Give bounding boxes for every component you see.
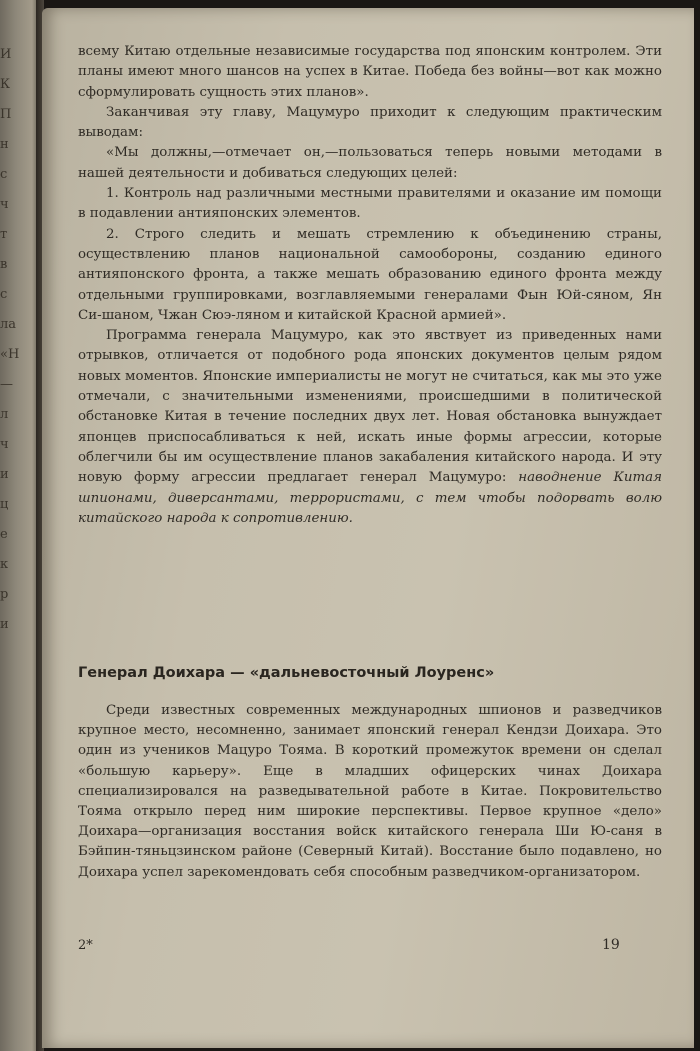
body-text-top bbox=[78, 42, 662, 529]
body-text-bottom bbox=[78, 701, 662, 883]
book-page bbox=[42, 8, 694, 1048]
left-page-edge-fragment: ч bbox=[0, 197, 9, 212]
paragraph-point-2: 2. Строго следить и мешать стремлению к объединению страны, осуществлению планов национальной самообороны, созданию единого антияпонского фронта, а также мешать образованию единого фронта между отдельными группировками, возглавляемыми генералами Фын Юй-сяном, Ян Си-шаном, Чжан Сюэ-ляном и китайской Красной армией». bbox=[78, 226, 662, 323]
left-page-edge-fragment: с bbox=[0, 287, 8, 302]
paragraph-quote-intro: «Мы должны,—отмечает он,—пользоваться теперь новыми методами в нашей деятельности и добиваться следующих целей: bbox=[78, 145, 662, 181]
paragraph-program-italic: наводнение Китая шпионами, диверсантами, террористами, с тем чтобы подорвать волю китайского народа к сопротивлению. bbox=[78, 470, 662, 526]
left-page-edge-fragment: е bbox=[0, 527, 8, 542]
left-page-edge-fragment: в bbox=[0, 257, 8, 272]
left-page-edge-fragment: р bbox=[0, 587, 9, 602]
left-page-edge-fragment: н bbox=[0, 137, 9, 152]
paragraph-point-1: 1. Контроль над различными местными правителями и оказание им помощи в подавлении антияпонских элементов. bbox=[78, 186, 662, 222]
left-page-edge-fragment: к bbox=[0, 557, 9, 572]
left-page-edge-fragment: И bbox=[0, 47, 12, 62]
left-page-edge-fragment: л bbox=[0, 407, 9, 422]
left-page-edge bbox=[0, 0, 40, 1051]
left-page-edge-fragment: П bbox=[0, 107, 12, 122]
left-page-edge-fragment: и bbox=[0, 617, 9, 632]
left-page-edge-text bbox=[0, 40, 30, 640]
left-page-edge-fragment: ц bbox=[0, 497, 9, 512]
left-page-edge-fragment: т bbox=[0, 227, 8, 242]
left-page-edge-fragment: — bbox=[0, 377, 13, 392]
printer-signature-mark: 2* bbox=[78, 938, 93, 953]
paragraph-doihara: Среди известных современных международных шпионов и разведчиков крупное место, несомненно, занимает японский генерал Кендзи Доихара. Это один из учеников Мацуро Тояма. В короткий промежуток времени он сделал «большую карьеру». Еще в младших офицерских чинах Доихара специализировался на разведывательной работе в Китае. Покровительство Тояма открыло перед ним широкие перспективы. Первое крупное «дело» Доихара—организация восстания войск китайского генерала Ши Ю-саня в Бэйпин-тяньцзинском районе (Северный Китай). Восстание было подавлено, но Доихара успел зарекомендовать себя способным разведчиком-организатором. bbox=[78, 703, 662, 880]
left-page-edge-fragment: К bbox=[0, 77, 11, 92]
left-page-edge-fragment: с bbox=[0, 167, 8, 182]
paragraph-program bbox=[78, 326, 662, 529]
paragraph-conclusion-intro: Заканчивая эту главу, Мацумуро приходит к следующим практическим выводам: bbox=[78, 104, 662, 141]
left-page-edge-fragment: ла bbox=[0, 317, 17, 332]
paragraph-program-text: Программа генерала Мацумуро, как это явствует из приведенных нами отрывков, отличается от подобного рода японских документов целым рядом новых моментов. Японские империалисты не могут не считаться, как мы это уже отмечали, с значительными изменениями, происшедшими в политической обстановке Китая в течение последних двух лет. Новая обстановка вынуждает японцев приспосабливаться к ней, искать иные формы агрессии, которые облегчили бы им осуществление планов закабаления китайского народа. И эту новую форму агрессии предлагает генерал Мацумуро: bbox=[78, 328, 662, 486]
left-page-edge-fragment: «Н bbox=[0, 347, 20, 362]
left-page-edge-fragment: и bbox=[0, 467, 9, 482]
paragraph-continuation: всему Китаю отдельные независимые государства под японским контролем. Эти планы имеют много шансов на успех в Китае. Победа без войны—вот как можно сформулировать сущность этих планов». bbox=[78, 44, 662, 100]
page-number: 19 bbox=[602, 937, 620, 953]
left-page-edge-fragment: ч bbox=[0, 437, 9, 452]
section-heading: Генерал Доихара — «дальневосточный Лоуренс» bbox=[78, 665, 495, 681]
